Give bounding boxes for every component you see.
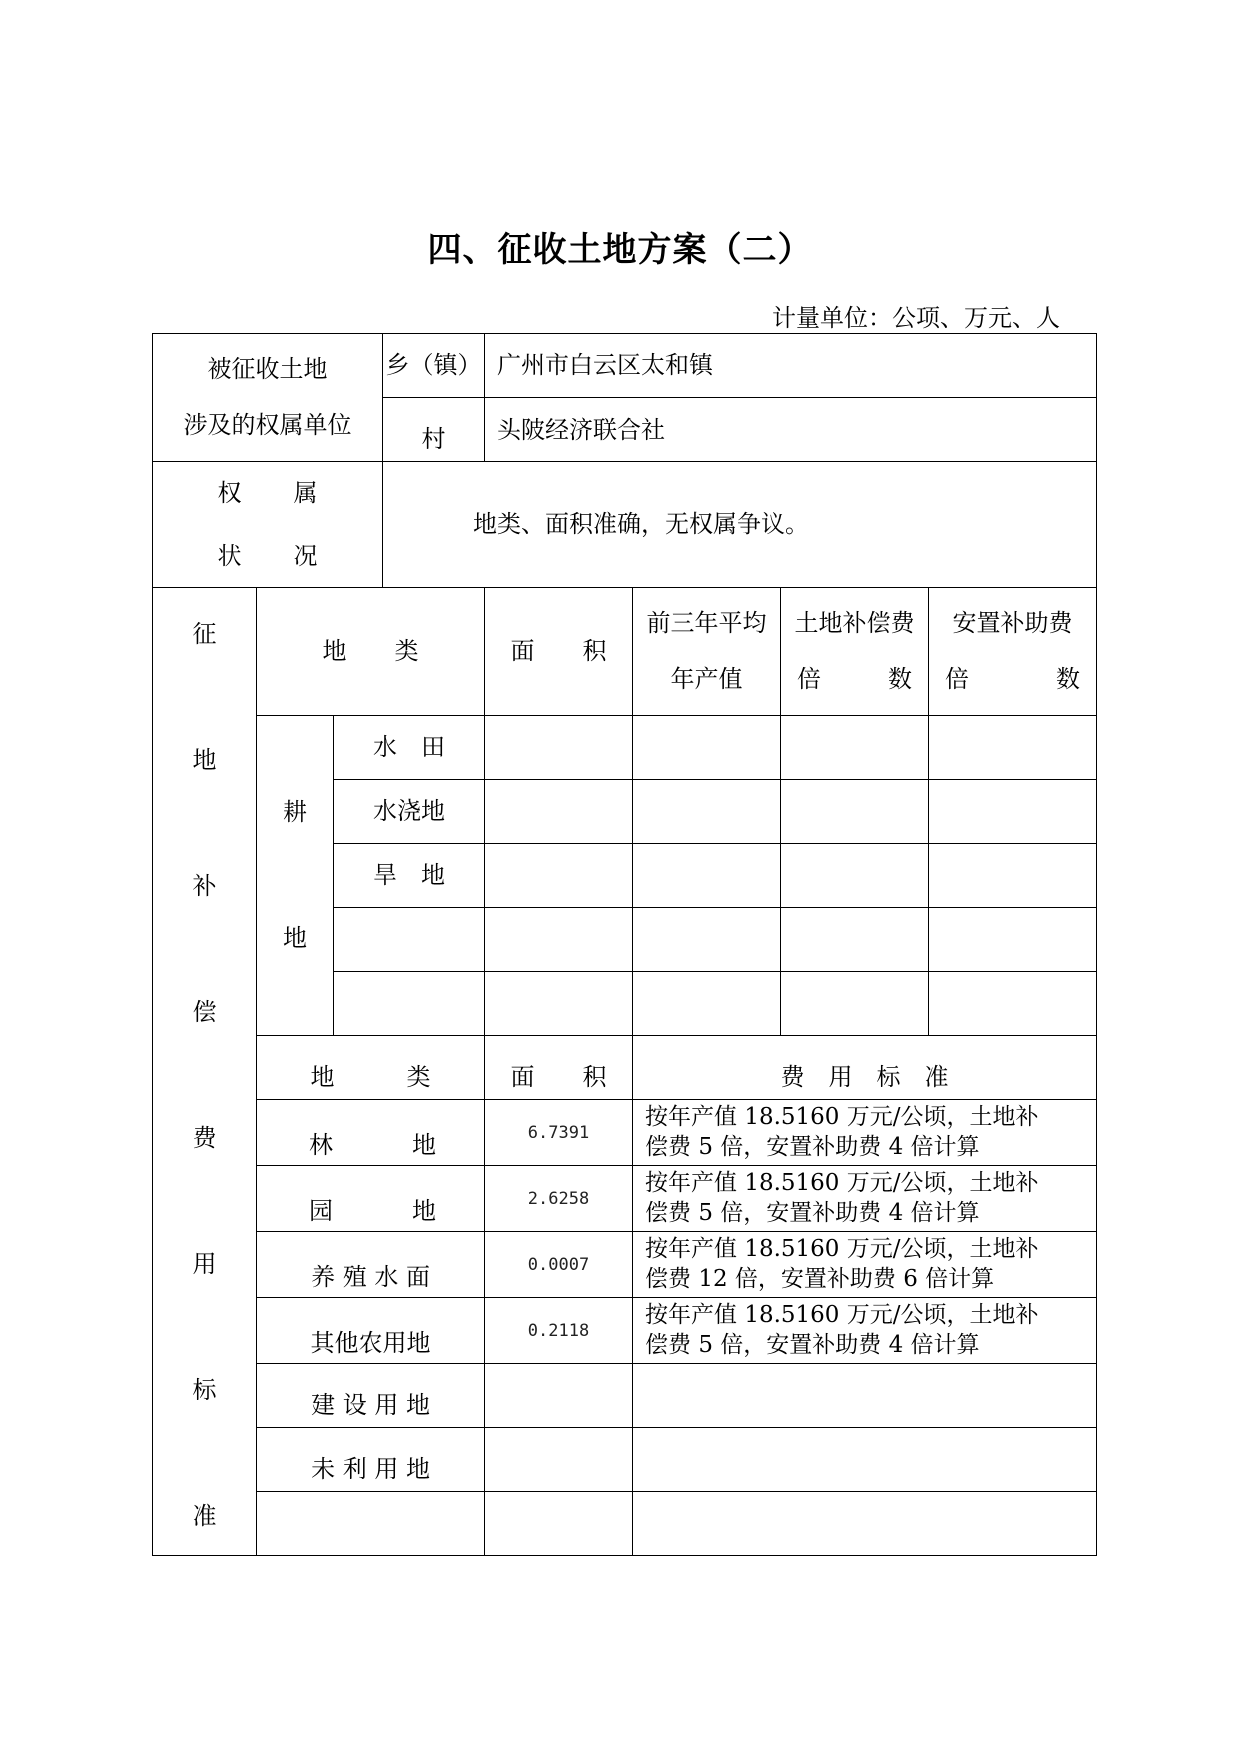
header2-standard: 费 用 标 准 — [633, 1036, 1097, 1100]
side-char-5: 费 — [192, 1124, 217, 1152]
farmland-land-fee — [781, 972, 929, 1036]
farmland-land-fee — [781, 844, 929, 908]
header-area: 面 积 — [485, 588, 633, 716]
farmland-area — [485, 780, 633, 844]
other-land-type — [257, 1100, 485, 1166]
table-row — [153, 1100, 1097, 1166]
other-land-standard — [633, 1166, 1097, 1232]
other-land-standard — [633, 1364, 1097, 1428]
header-settle-fee — [929, 588, 1097, 716]
header-land-fee — [781, 588, 929, 716]
farmland-settle-fee — [929, 780, 1097, 844]
header-avg-output — [633, 588, 781, 716]
standard-line2: 偿费 5 倍，安置补助费 4 倍计算 — [645, 1331, 980, 1358]
header-land-type: 地 类 — [257, 588, 485, 716]
table-row — [153, 1492, 1097, 1556]
avg-output-line2: 年产值 — [670, 664, 743, 693]
village-value: 头陂经济联合社 — [485, 398, 1097, 462]
other-land-area — [485, 1492, 633, 1556]
farmland-settle-fee — [929, 844, 1097, 908]
other-land-type — [257, 1492, 485, 1556]
table-row — [153, 1232, 1097, 1298]
ownership-label — [153, 462, 383, 588]
ownership-char-b: 属 — [293, 479, 318, 508]
farmland-output — [633, 972, 781, 1036]
farmland-char-bottom: 地 — [283, 924, 307, 953]
standard-line2: 偿费 12 倍，安置补助费 6 倍计算 — [645, 1265, 995, 1292]
farmland-area — [485, 908, 633, 972]
village-label: 村 — [383, 398, 485, 462]
table-row — [153, 1166, 1097, 1232]
standard-line2: 偿费 5 倍，安置补助费 4 倍计算 — [645, 1133, 980, 1160]
other-land-area: 0.2118 — [485, 1298, 633, 1364]
farmland-output — [633, 844, 781, 908]
land-type-char-b: 地 — [412, 1130, 437, 1159]
side-char-8: 准 — [192, 1502, 217, 1530]
side-char-2: 地 — [192, 746, 217, 774]
ownership-char-c: 状 — [217, 541, 242, 570]
farmland-area — [485, 972, 633, 1036]
avg-output-line1: 前三年平均 — [646, 609, 767, 638]
land-fee-line1: 土地补偿费 — [794, 609, 915, 638]
other-land-area: 2.6258 — [485, 1166, 633, 1232]
settle-fee-line1: 安置补助费 — [952, 609, 1073, 638]
other-land-type — [257, 1166, 485, 1232]
farmland-output — [633, 780, 781, 844]
other-land-area: 0.0007 — [485, 1232, 633, 1298]
table-row — [153, 716, 1097, 780]
settle-fee-char-b: 数 — [1056, 664, 1081, 693]
farmland-land-fee — [781, 780, 929, 844]
land-fee-char-b: 数 — [888, 664, 913, 693]
ownership-value: 地类、面积准确，无权属争议。 — [383, 462, 1097, 588]
farmland-type — [334, 972, 485, 1036]
settle-fee-char-a: 倍 — [945, 664, 970, 693]
farmland-output — [633, 716, 781, 780]
other-land-type: 建 设 用 地 — [257, 1364, 485, 1428]
standard-line1: 按年产值 18.5160 万元/公顷，土地补 — [645, 1301, 1039, 1328]
settle-fee-line2 — [929, 652, 1096, 707]
other-land-type: 养 殖 水 面 — [257, 1232, 485, 1298]
farmland-type: 旱 地 — [334, 844, 485, 908]
ownership-label-row1 — [153, 462, 382, 524]
other-land-type: 其他农用地 — [257, 1298, 485, 1364]
standard-line1: 按年产值 18.5160 万元/公顷，土地补 — [645, 1103, 1039, 1130]
other-land-area — [485, 1364, 633, 1428]
farmland-land-fee — [781, 716, 929, 780]
table-row — [153, 1364, 1097, 1428]
farmland-area — [485, 844, 633, 908]
land-fee-line2 — [781, 652, 928, 707]
other-land-area — [485, 1428, 633, 1492]
other-land-type: 未 利 用 地 — [257, 1428, 485, 1492]
owner-unit-label — [153, 334, 383, 462]
header2-land-type: 地 类 — [257, 1036, 485, 1100]
expropriation-table — [152, 333, 1097, 1556]
other-land-standard — [633, 1100, 1097, 1166]
town-value: 广州市白云区太和镇 — [485, 334, 1097, 398]
table-row — [153, 1298, 1097, 1364]
other-land-area: 6.7391 — [485, 1100, 633, 1166]
farmland-type: 水浇地 — [334, 780, 485, 844]
town-label: 乡（镇） — [383, 334, 485, 398]
farmland-settle-fee — [929, 972, 1097, 1036]
other-land-standard — [633, 1428, 1097, 1492]
table-row — [153, 1428, 1097, 1492]
farmland-type: 水 田 — [334, 716, 485, 780]
standard-line2: 偿费 5 倍，安置补助费 4 倍计算 — [645, 1199, 980, 1226]
compensation-side-label — [153, 588, 257, 1556]
unit-note: 计量单位：公项、万元、人 — [772, 304, 1060, 332]
farmland-label — [257, 716, 334, 1036]
ownership-label-row2 — [153, 525, 382, 587]
standard-line1: 按年产值 18.5160 万元/公顷，土地补 — [645, 1169, 1039, 1196]
page-title: 四、征收土地方案（二） — [427, 230, 813, 270]
farmland-area — [485, 716, 633, 780]
land-type-char-a: 林 — [309, 1130, 333, 1159]
owner-label-line1: 被征收土地 — [207, 355, 328, 384]
header2-area: 面 积 — [485, 1036, 633, 1100]
standard-line1: 按年产值 18.5160 万元/公顷，土地补 — [645, 1235, 1039, 1262]
farmland-settle-fee — [929, 716, 1097, 780]
ownership-char-d: 况 — [293, 541, 318, 570]
ownership-char-a: 权 — [217, 479, 242, 508]
farmland-output — [633, 908, 781, 972]
side-char-3: 补 — [192, 872, 217, 900]
land-fee-char-a: 倍 — [797, 664, 822, 693]
farmland-land-fee — [781, 908, 929, 972]
other-land-standard — [633, 1298, 1097, 1364]
other-land-standard — [633, 1232, 1097, 1298]
farmland-type — [334, 908, 485, 972]
farmland-settle-fee — [929, 908, 1097, 972]
land-type-char-a: 园 — [309, 1196, 333, 1225]
side-char-4: 偿 — [192, 998, 217, 1026]
farmland-char-top: 耕 — [283, 798, 307, 827]
land-type-char-b: 地 — [412, 1196, 437, 1225]
owner-label-line2: 涉及的权属单位 — [183, 410, 352, 439]
side-char-6: 用 — [192, 1250, 217, 1278]
side-char-7: 标 — [192, 1376, 217, 1404]
other-land-standard — [633, 1492, 1097, 1556]
side-char-1: 征 — [192, 620, 217, 648]
